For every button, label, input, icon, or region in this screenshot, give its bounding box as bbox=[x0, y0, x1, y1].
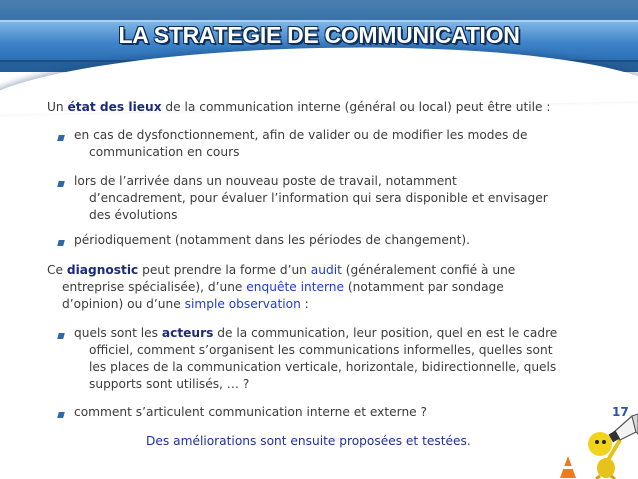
page-number: 17 bbox=[612, 405, 629, 419]
diagnostic-pre: Ce bbox=[47, 263, 67, 277]
diagnostic-line2-post: (notamment par sondage bbox=[344, 280, 504, 294]
bullet4-pre: quels sont les bbox=[74, 326, 162, 340]
bullet4-line4: supports sont utilisés, … ? bbox=[89, 377, 250, 391]
bullet1-line1: en cas de dysfonctionnement, afin de valider ou de modifier les modes de bbox=[74, 128, 528, 142]
bullet4-line2: officiel, comment s’organisent les communications informelles, quelles sont bbox=[89, 343, 553, 357]
megaphone-mascot-icon bbox=[548, 410, 638, 479]
bullet2-line2: d’encadrement, pour évaluer l’information qui sera disponible et envisager bbox=[89, 191, 548, 205]
square-bullet-icon bbox=[57, 181, 65, 187]
enquete-keyword: enquête interne bbox=[246, 280, 345, 294]
observation-keyword: simple observation bbox=[184, 297, 301, 311]
bullet4-line1 bbox=[74, 325, 557, 342]
diagnostic-line2 bbox=[62, 279, 504, 296]
diagnostic-keyword: diagnostic bbox=[66, 263, 139, 277]
diagnostic-mid2: (généralement confié à une bbox=[341, 263, 516, 277]
square-bullet-icon bbox=[57, 135, 65, 141]
diagnostic-line2-pre: entreprise spécialisée), d’une bbox=[62, 280, 247, 294]
intro-pre: Un bbox=[47, 100, 68, 114]
diagnostic-line3-pre: d’opinion) ou d’une bbox=[62, 297, 185, 311]
square-bullet-icon bbox=[57, 333, 65, 339]
bullet4-line3: les places de la communication verticale, horizontale, bidirectionnelle, quels bbox=[89, 360, 557, 374]
intro-keyword: état des lieux bbox=[67, 100, 162, 114]
square-bullet-icon bbox=[57, 240, 65, 246]
audit-keyword: audit bbox=[310, 263, 342, 277]
bullet3-line1: périodiquement (notamment dans les périodes de changement). bbox=[74, 233, 470, 247]
intro-line bbox=[47, 99, 550, 116]
bullet2-line3: des évolutions bbox=[89, 208, 178, 222]
conclusion-text: Des améliorations sont ensuite proposées et testées. bbox=[146, 434, 471, 448]
diagnostic-line3-post: : bbox=[300, 297, 309, 311]
bullet5-line1: comment s’articulent communication interne et externe ? bbox=[74, 405, 428, 419]
bullet1-line2: communication en cours bbox=[89, 145, 240, 159]
diagnostic-line1 bbox=[47, 262, 515, 279]
square-bullet-icon bbox=[57, 412, 65, 418]
diagnostic-mid1: peut prendre la forme d’un bbox=[138, 263, 311, 277]
acteurs-keyword: acteurs bbox=[161, 326, 214, 340]
slide-title: LA STRATEGIE DE COMMUNICATION bbox=[118, 22, 520, 48]
bullet4-post: de la communication, leur position, quel en est le cadre bbox=[213, 326, 558, 340]
intro-post: de la communication interne (général ou local) peut être utile : bbox=[161, 100, 551, 114]
diagnostic-line3 bbox=[62, 296, 309, 313]
bullet2-line1: lors de l’arrivée dans un nouveau poste de travail, notamment bbox=[74, 174, 457, 188]
